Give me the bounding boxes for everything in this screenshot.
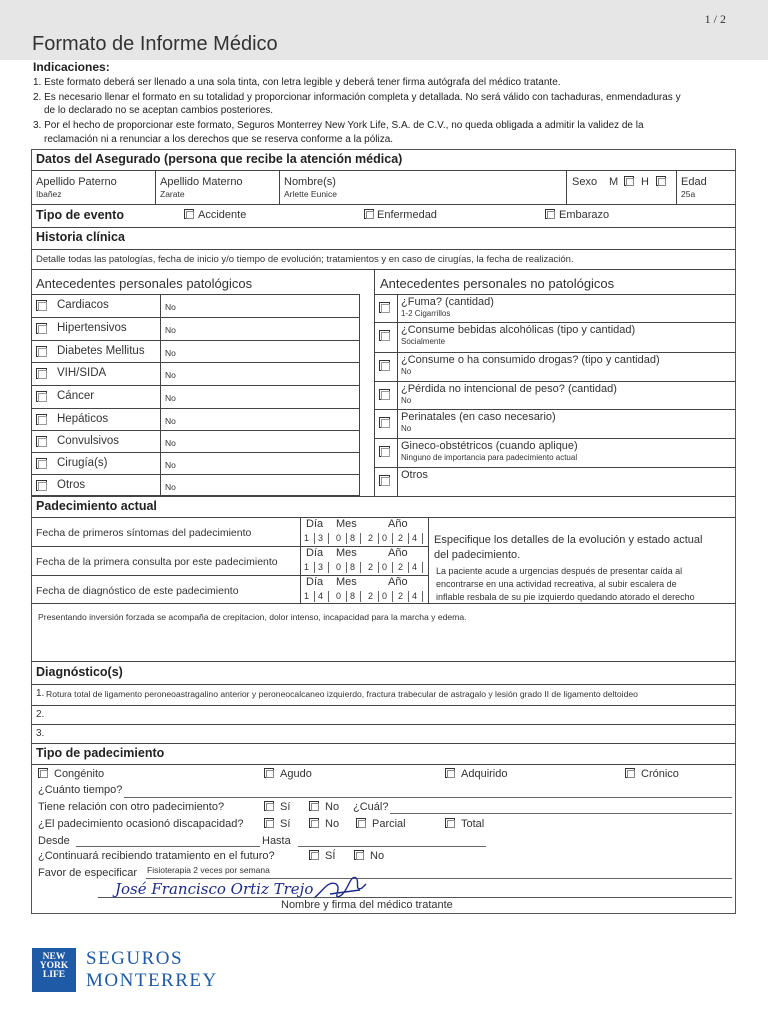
firma-nombre: José Francisco Ortiz Trejo bbox=[115, 880, 314, 898]
diagnostico-section-title: Diagnóstico(s) bbox=[36, 665, 123, 679]
no-patologico-label: Otros bbox=[401, 469, 428, 481]
divider bbox=[31, 269, 736, 270]
logo-mark-line-1: NEW bbox=[42, 952, 66, 962]
fecha-digit[interactable]: 2 bbox=[398, 591, 404, 601]
divider bbox=[328, 562, 329, 573]
divider bbox=[160, 294, 161, 496]
diagnostico-1-field[interactable]: Rotura total de ligamento peroneoastragalino anterior y peroneocalcaneo izquierdo, fractura trabecular de astragalo y lesión grado II de ligamento deltoideo bbox=[46, 689, 638, 699]
discapacidad-label: ¿El padecimiento ocasionó discapacidad? bbox=[38, 818, 244, 830]
divider bbox=[374, 409, 736, 410]
favor-especificar-line bbox=[146, 878, 732, 879]
dia-label: Día bbox=[306, 518, 324, 530]
patologico-value[interactable]: No bbox=[165, 416, 176, 426]
divider bbox=[374, 381, 736, 382]
divider bbox=[374, 467, 736, 468]
patologico-label: VIH/SIDA bbox=[57, 367, 107, 379]
divider bbox=[31, 517, 736, 518]
patologico-value[interactable]: No bbox=[165, 348, 176, 358]
apellido-materno-label: Apellido Materno bbox=[160, 176, 243, 188]
fecha-digit[interactable]: 2 bbox=[368, 533, 374, 543]
discapacidad-si-checkbox[interactable] bbox=[264, 818, 274, 828]
desde-label: Desde bbox=[38, 835, 70, 847]
divider bbox=[374, 438, 736, 439]
fecha-label: Fecha de primeros síntomas del padecimiento bbox=[36, 527, 252, 539]
patologico-label: Hipertensivos bbox=[57, 322, 127, 334]
no-patologico-checkbox[interactable] bbox=[379, 330, 390, 341]
parcial-checkbox[interactable] bbox=[356, 818, 366, 828]
historia-description: Detalle todas las patologías, fecha de inicio y/o tiempo de evolución; tratamientos y en caso de cirugías, la fecha de realización. bbox=[36, 254, 574, 265]
no-patologico-checkbox[interactable] bbox=[379, 446, 390, 457]
mes-label: Mes bbox=[336, 576, 357, 588]
enfermedad-label: Enfermedad bbox=[377, 209, 437, 221]
divider bbox=[31, 204, 736, 205]
congenito-checkbox[interactable] bbox=[38, 768, 48, 778]
patologico-checkbox[interactable] bbox=[36, 300, 47, 311]
continuara-si-label: SÍ bbox=[325, 850, 336, 862]
no-patologico-value[interactable]: Ninguno de importancia para padecimiento actual bbox=[401, 453, 578, 462]
divider bbox=[408, 591, 409, 602]
divider bbox=[408, 562, 409, 573]
divider bbox=[392, 591, 393, 602]
anio-label: Año bbox=[388, 576, 408, 588]
patologico-label: Hepáticos bbox=[57, 413, 109, 425]
apellido-paterno-field[interactable]: Ibañez bbox=[36, 189, 62, 199]
divider bbox=[31, 362, 360, 363]
page-header bbox=[0, 0, 768, 60]
fecha-digit[interactable]: 3 bbox=[318, 533, 324, 543]
divider bbox=[314, 591, 315, 602]
divider bbox=[31, 474, 360, 475]
firma-line[interactable] bbox=[98, 897, 732, 898]
evolucion-continuacion: Presentando inversión forzada se acompaña de crepitacion, dolor intenso, incapacidad para la marcha y edema. bbox=[38, 612, 467, 622]
embarazo-checkbox[interactable] bbox=[545, 209, 555, 219]
divider bbox=[31, 385, 360, 386]
asegurado-section-title: Datos del Asegurado (persona que recibe la atención médica) bbox=[36, 152, 403, 166]
indicacion-1: 1. Este formato deberá ser llenado a una sola tinta, con letra legible y deberá tener firma autógrafa del médico tratante. bbox=[33, 77, 561, 88]
sexo-label: Sexo bbox=[572, 176, 598, 188]
patologico-value[interactable]: No bbox=[165, 438, 176, 448]
accidente-label: Accidente bbox=[198, 209, 247, 221]
patologico-checkbox[interactable] bbox=[36, 346, 47, 357]
fecha-digit[interactable]: 1 bbox=[304, 562, 310, 572]
fecha-digit[interactable]: 0 bbox=[382, 591, 388, 601]
divider bbox=[279, 170, 280, 204]
fecha-label: Fecha de la primera consulta por este padecimiento bbox=[36, 556, 278, 568]
divider bbox=[31, 684, 736, 685]
patologico-value[interactable]: No bbox=[165, 325, 176, 335]
patologico-checkbox[interactable] bbox=[36, 323, 47, 334]
indicaciones-title: Indicaciones: bbox=[33, 60, 110, 74]
divider bbox=[676, 170, 677, 204]
hasta-label: Hasta bbox=[262, 835, 291, 847]
padecimiento-section-title: Padecimiento actual bbox=[36, 499, 157, 513]
discapacidad-si-label: Sí bbox=[280, 818, 291, 830]
fecha-digit[interactable]: 2 bbox=[398, 562, 404, 572]
congenito-label: Congénito bbox=[54, 768, 105, 780]
divider bbox=[428, 517, 429, 603]
fecha-digit[interactable]: 0 bbox=[382, 533, 388, 543]
mes-label: Mes bbox=[336, 547, 357, 559]
relacion-si-label: Sí bbox=[280, 801, 291, 813]
divider bbox=[155, 170, 156, 204]
no-patologico-checkbox[interactable] bbox=[379, 417, 390, 428]
agudo-checkbox[interactable] bbox=[264, 768, 274, 778]
logo-text-monterrey: MONTERREY bbox=[86, 970, 218, 991]
divider bbox=[566, 170, 567, 204]
new-york-life-logo bbox=[32, 948, 76, 992]
edad-label: Edad bbox=[681, 176, 707, 188]
apellido-paterno-label: Apellido Paterno bbox=[36, 176, 117, 188]
embarazo-label: Embarazo bbox=[559, 209, 610, 221]
fecha-digit[interactable]: 0 bbox=[336, 562, 342, 572]
divider bbox=[360, 562, 361, 573]
divider bbox=[422, 533, 423, 544]
no-patologico-value[interactable]: 1-2 Cigarrillos bbox=[401, 309, 451, 318]
fecha-digit[interactable]: 2 bbox=[368, 591, 374, 601]
patologico-label: Convulsivos bbox=[57, 435, 119, 447]
patologico-value[interactable]: No bbox=[165, 370, 176, 380]
indicacion-2: 2. Es necesario llenar el formato en su totalidad y proporcionar información completa y detallada. No será válido con tachaduras, enmendaduras y bbox=[33, 92, 681, 103]
divider bbox=[374, 294, 736, 295]
divider bbox=[31, 724, 736, 725]
evolucion-line-1: La paciente acude a urgencias después de presentar caída al bbox=[436, 566, 683, 576]
fecha-digit[interactable]: 1 bbox=[304, 533, 310, 543]
especifique-label-2: del padecimiento. bbox=[434, 549, 521, 561]
cronico-checkbox[interactable] bbox=[625, 768, 635, 778]
dia-label: Día bbox=[306, 576, 324, 588]
fecha-digit[interactable]: 2 bbox=[398, 533, 404, 543]
patologico-checkbox[interactable] bbox=[36, 436, 47, 447]
no-patologico-value[interactable]: Socialmente bbox=[401, 337, 446, 346]
anio-label: Año bbox=[388, 547, 408, 559]
anio-label: Año bbox=[388, 518, 408, 530]
page-number: 1 / 2 bbox=[704, 12, 726, 26]
no-patologico-label: ¿Pérdida no intencional de peso? (cantidad) bbox=[401, 383, 617, 395]
divider bbox=[392, 533, 393, 544]
no-patologico-checkbox[interactable] bbox=[379, 389, 390, 400]
historia-section-title: Historia clínica bbox=[36, 230, 125, 244]
logo-text-seguros: SEGUROS bbox=[86, 948, 184, 969]
nombre-field[interactable]: Arlette Eunice bbox=[284, 189, 337, 199]
divider bbox=[31, 430, 360, 431]
fecha-digit[interactable]: 8 bbox=[350, 533, 356, 543]
fecha-digit[interactable]: 4 bbox=[412, 562, 418, 572]
no-patologico-label: ¿Consume o ha consumido drogas? (tipo y cantidad) bbox=[401, 354, 660, 366]
evolucion-line-2: encontrarse en una actividad recreativa, al subir escalera de bbox=[436, 579, 677, 589]
patologico-value[interactable]: No bbox=[165, 393, 176, 403]
cuanto-tiempo-label: ¿Cuánto tiempo? bbox=[38, 784, 123, 796]
fecha-digit[interactable]: 1 bbox=[304, 591, 310, 601]
diagnostico-1-num: 1. bbox=[36, 688, 45, 699]
fecha-digit[interactable]: 0 bbox=[382, 562, 388, 572]
patologico-checkbox[interactable] bbox=[36, 368, 47, 379]
patologico-label: Cirugía(s) bbox=[57, 457, 108, 469]
relacion-no-checkbox[interactable] bbox=[309, 801, 319, 811]
discapacidad-no-checkbox[interactable] bbox=[309, 818, 319, 828]
continuara-no-label: No bbox=[370, 850, 385, 862]
no-patologico-label: Perinatales (en caso necesario) bbox=[401, 411, 556, 423]
divider bbox=[378, 562, 379, 573]
parcial-label: Parcial bbox=[372, 818, 406, 830]
accidente-checkbox[interactable] bbox=[184, 209, 194, 219]
fecha-digit[interactable]: 8 bbox=[350, 591, 356, 601]
divider bbox=[31, 227, 736, 228]
divider bbox=[31, 603, 736, 604]
desde-field[interactable] bbox=[76, 846, 260, 847]
indicacion-3b: reclamación ni a renunciar a los derechos que se reserva conforme a la póliza. bbox=[44, 134, 394, 145]
fecha-digit[interactable]: 3 bbox=[318, 562, 324, 572]
evolucion-line-3: inflable resbala de su pie izquierdo quedando atorado el derecho bbox=[436, 592, 695, 602]
patologicos-title: Antecedentes personales patológicos bbox=[36, 276, 253, 291]
divider bbox=[392, 562, 393, 573]
relacion-si-checkbox[interactable] bbox=[264, 801, 274, 811]
patologico-value[interactable]: No bbox=[165, 302, 176, 312]
divider bbox=[360, 591, 361, 602]
no-patologico-value[interactable]: No bbox=[401, 396, 412, 405]
fecha-digit[interactable]: 4 bbox=[318, 591, 324, 601]
divider bbox=[31, 743, 736, 744]
fecha-digit[interactable]: 4 bbox=[412, 591, 418, 601]
fecha-digit[interactable]: 4 bbox=[412, 533, 418, 543]
logo-mark-line-3: LIFE bbox=[42, 970, 66, 980]
divider bbox=[31, 661, 736, 662]
no-patologico-label: ¿Consume bebidas alcohólicas (tipo y cantidad) bbox=[401, 324, 636, 336]
patologico-label: Cardiacos bbox=[57, 299, 109, 311]
no-patologico-checkbox[interactable] bbox=[379, 475, 390, 486]
divider bbox=[346, 562, 347, 573]
edad-field[interactable]: 25a bbox=[681, 189, 696, 199]
continuara-si-checkbox[interactable] bbox=[309, 850, 319, 860]
divider bbox=[300, 546, 301, 575]
total-checkbox[interactable] bbox=[445, 818, 455, 828]
cual-field[interactable] bbox=[390, 813, 732, 814]
no-patologico-label: ¿Fuma? (cantidad) bbox=[401, 296, 494, 308]
divider bbox=[31, 249, 736, 250]
fecha-digit[interactable]: 2 bbox=[368, 562, 374, 572]
total-label: Total bbox=[461, 818, 485, 830]
no-patologicos-title: Antecedentes personales no patológicos bbox=[380, 276, 615, 291]
hasta-field[interactable] bbox=[298, 846, 486, 847]
divider bbox=[314, 533, 315, 544]
divider bbox=[300, 575, 301, 604]
enfermedad-checkbox[interactable] bbox=[364, 209, 374, 219]
cual-label: ¿Cuál? bbox=[353, 801, 389, 813]
patologico-checkbox[interactable] bbox=[36, 414, 47, 425]
divider bbox=[346, 591, 347, 602]
diagnostico-3-num: 3. bbox=[36, 728, 45, 739]
cronico-label: Crónico bbox=[641, 768, 679, 780]
divider bbox=[328, 591, 329, 602]
divider bbox=[31, 705, 736, 706]
discapacidad-no-label: No bbox=[325, 818, 340, 830]
fecha-label: Fecha de diagnóstico de este padecimiento bbox=[36, 585, 239, 597]
divider bbox=[374, 352, 736, 353]
tipo-padecimiento-section-title: Tipo de padecimiento bbox=[36, 746, 165, 760]
patologico-value[interactable]: No bbox=[165, 482, 176, 492]
divider bbox=[422, 591, 423, 602]
sexo-h-checkbox[interactable] bbox=[656, 176, 666, 186]
no-patologico-checkbox[interactable] bbox=[379, 360, 390, 371]
divider bbox=[31, 452, 360, 453]
divider bbox=[31, 546, 428, 547]
tipo-evento-label: Tipo de evento bbox=[36, 208, 124, 222]
nombre-label: Nombre(s) bbox=[284, 176, 336, 188]
fecha-digit[interactable]: 0 bbox=[336, 533, 342, 543]
no-patologico-value[interactable]: No bbox=[401, 367, 412, 376]
especifique-label: Especifique los detalles de la evolución y estado actual bbox=[434, 534, 703, 546]
patologico-checkbox[interactable] bbox=[36, 391, 47, 402]
no-patologico-label: Gineco-obstétricos (cuando aplique) bbox=[401, 440, 578, 452]
continuara-no-checkbox[interactable] bbox=[354, 850, 364, 860]
firma-label: Nombre y firma del médico tratante bbox=[281, 899, 453, 911]
divider bbox=[378, 591, 379, 602]
logo-mark-line-2: YORK bbox=[39, 961, 69, 971]
adquirido-label: Adquirido bbox=[461, 768, 508, 780]
sexo-m-checkbox[interactable] bbox=[624, 176, 634, 186]
favor-especificar-field[interactable]: Fisioterapia 2 veces por semana bbox=[147, 865, 270, 875]
divider bbox=[328, 533, 329, 544]
divider bbox=[408, 533, 409, 544]
patologico-label: Cáncer bbox=[57, 390, 95, 402]
fecha-digit[interactable]: 0 bbox=[336, 591, 342, 601]
page-title: Formato de Informe Médico bbox=[32, 33, 278, 55]
mes-label: Mes bbox=[336, 518, 357, 530]
cuanto-tiempo-field[interactable] bbox=[124, 797, 732, 798]
adquirido-checkbox[interactable] bbox=[445, 768, 455, 778]
patologico-label: Diabetes Mellitus bbox=[57, 345, 145, 357]
divider bbox=[300, 517, 301, 546]
continuara-label: ¿Continuará recibiendo tratamiento en el futuro? bbox=[38, 850, 275, 862]
no-patologico-checkbox[interactable] bbox=[379, 302, 390, 313]
divider bbox=[31, 340, 360, 341]
divider bbox=[314, 562, 315, 573]
divider bbox=[31, 764, 736, 765]
apellido-materno-field[interactable]: Zarate bbox=[160, 189, 185, 199]
fecha-digit[interactable]: 8 bbox=[350, 562, 356, 572]
sexo-m-label: M bbox=[609, 176, 619, 188]
indicacion-2b: de lo declarado no se aceptan cambios posteriores. bbox=[44, 105, 274, 116]
sexo-h-label: H bbox=[641, 176, 649, 188]
divider bbox=[374, 270, 375, 496]
divider bbox=[374, 322, 736, 323]
agudo-label: Agudo bbox=[280, 768, 312, 780]
relacion-no-label: No bbox=[325, 801, 340, 813]
patologico-value[interactable]: No bbox=[165, 460, 176, 470]
divider bbox=[346, 533, 347, 544]
divider bbox=[31, 170, 736, 171]
divider bbox=[31, 496, 736, 497]
divider bbox=[422, 562, 423, 573]
patologico-checkbox[interactable] bbox=[36, 458, 47, 469]
divider bbox=[378, 533, 379, 544]
divider bbox=[31, 317, 360, 318]
patologico-checkbox[interactable] bbox=[36, 480, 47, 491]
relacion-label: Tiene relación con otro padecimiento? bbox=[38, 801, 225, 813]
indicacion-3: 3. Por el hecho de proporcionar este formato, Seguros Monterrey New York Life, S.A. de C.V., no queda obligada a admitir la validez de la bbox=[33, 120, 644, 131]
divider bbox=[360, 533, 361, 544]
favor-especificar-label: Favor de especificar bbox=[38, 867, 138, 879]
dia-label: Día bbox=[306, 547, 324, 559]
patologico-label: Otros bbox=[57, 479, 86, 491]
no-patologico-value[interactable]: No bbox=[401, 424, 412, 433]
divider bbox=[31, 408, 360, 409]
divider bbox=[397, 294, 398, 496]
diagnostico-2-num: 2. bbox=[36, 709, 45, 720]
divider bbox=[31, 575, 428, 576]
